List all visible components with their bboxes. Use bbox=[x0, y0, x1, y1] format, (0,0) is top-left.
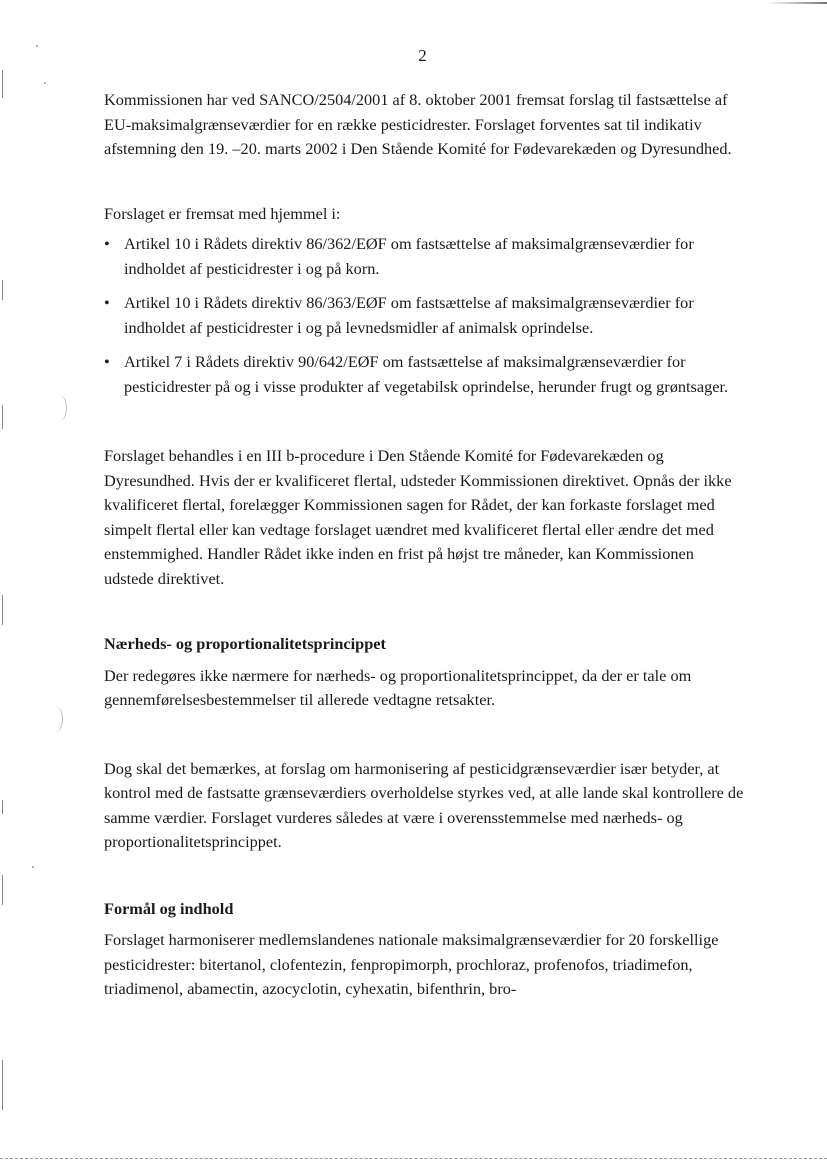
scan-edge-artifact bbox=[2, 875, 3, 905]
paragraph-purpose: Forslaget harmoniserer medlemslandenes nationale maksimalgrænseværdier for 20 forskellige pesticidrester: bitertanol, clofentezin, fenpropimorph, prochloraz, profenofos, triadimefon, triadimenol, abamectin, azocyclotin, cyhexatin, bifenthrin, bro- bbox=[104, 930, 719, 998]
paragraph-legal-basis-intro: Forslaget er fremsat med hjemmel i: bbox=[104, 203, 341, 223]
paragraph-subsidiarity: Der redegøres ikke nærmere for nærheds- og proportionalitetsprincippet, da der er tale om gennemførelsesbestemmelser til allerede vedtagne retsakter. bbox=[104, 665, 692, 709]
list-item: • Artikel 10 i Rådets direktiv 86/363/EØF om fastsættelse af maksimalgrænseværdier for indholdet af pesticidrester i og på levnedsmidler af animalsk oprindelse. bbox=[104, 291, 744, 340]
list-item: • Artikel 7 i Rådets direktiv 90/642/EØF om fastsættelse af maksimalgrænseværdier for pesticidrester på og i visse produkter af vegetabilsk oprindelse, herunder frugt og grøntsager. bbox=[104, 350, 744, 399]
scan-edge-artifact bbox=[767, 2, 827, 4]
scan-edge-artifact bbox=[2, 70, 3, 98]
scan-edge-artifact bbox=[2, 800, 3, 814]
section-heading-purpose: Formål og indhold bbox=[104, 898, 234, 918]
document-body bbox=[104, 88, 744, 1002]
scan-speck bbox=[48, 706, 63, 732]
paragraph-harmonisation-note: Dog skal det bemærkes, at forslag om harmonisering af pesticidgrænseværdier især betyder, at kontrol med de fastsatte grænseværdiers overholdelse styrkes ved, at alle lande skal kontrollere de samme værdier. Forslaget vurderes således at være i overensstemmelse med nærheds- og proportionalitetsprincippet. bbox=[104, 758, 744, 851]
scan-edge-artifact bbox=[2, 1060, 3, 1110]
paragraph-proposal-intro: Kommissionen har ved SANCO/2504/2001 af 8. oktober 2001 fremsat forslag til fastsættelse af EU-maksimalgrænseværdier for en række pesticidrester. Forslaget forventes sat til indikativ afstemning den 19. –20. marts 2002 i Den Stående Komité for Fødevarekæden og Dyresundhed. bbox=[104, 90, 732, 158]
scan-speck bbox=[32, 866, 34, 868]
section-heading-subsidiarity: Nærheds- og proportionalitetsprincippet bbox=[104, 634, 386, 653]
legal-basis-list bbox=[104, 232, 744, 399]
scan-edge-artifact bbox=[0, 1158, 827, 1159]
paragraph-procedure: Forslaget behandles i en III b-procedure i Den Stående Komité for Fødevarekæden og Dyresundhed. Hvis der er kvalificeret flertal, udsteder Kommissionen direktivet. Opnås der ikke kvalificeret flertal, forelægger Kommissionen sagen for Rådet, der kan forkaste forslaget med simpelt flertal eller kan vedtage forslaget uændret med kvalificeret flertal eller ændre det med enstemmighed. Handler Rådet ikke inden en frist på højst tre måneder, kan Kommissionen udstede direktivet. bbox=[104, 446, 732, 588]
scan-speck bbox=[44, 82, 46, 84]
list-item: • Artikel 10 i Rådets direktiv 86/362/EØF om fastsættelse af maksimalgrænseværdier for indholdet af pesticidrester i og på korn. bbox=[104, 232, 744, 281]
page-number: 2 bbox=[418, 46, 427, 65]
scan-edge-artifact bbox=[2, 405, 3, 429]
scan-edge-artifact bbox=[2, 595, 3, 625]
scan-speck bbox=[52, 395, 67, 421]
scan-edge-artifact bbox=[2, 280, 3, 300]
